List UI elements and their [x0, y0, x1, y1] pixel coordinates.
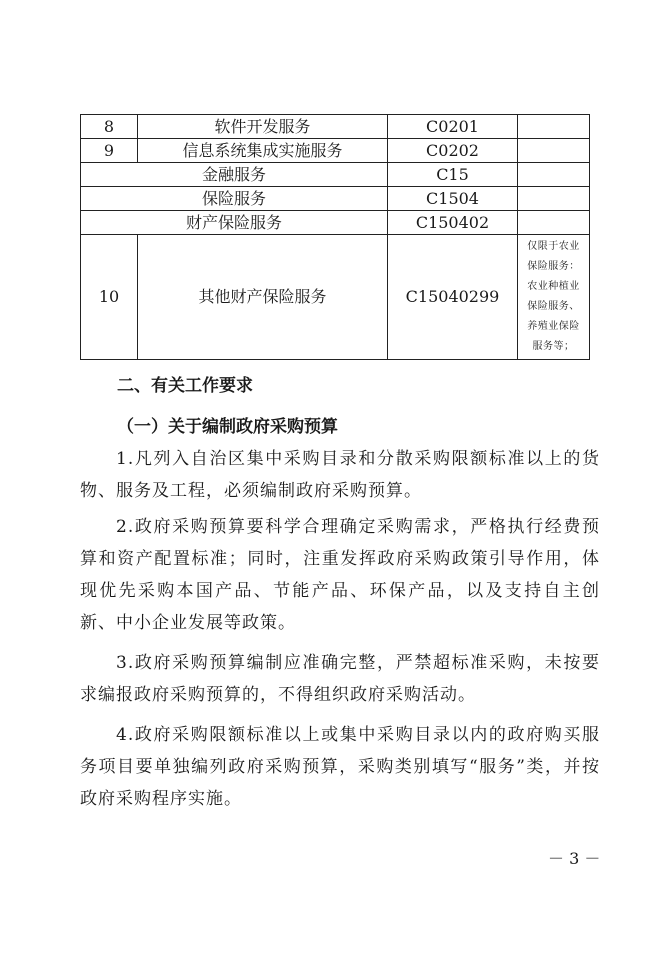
remark-cell	[518, 139, 590, 163]
procurement-catalog-table	[80, 114, 590, 360]
table-row	[81, 115, 590, 139]
table-row	[81, 187, 590, 211]
remark-cell	[518, 211, 590, 235]
page-number: － 3 －	[548, 849, 601, 868]
service-name: 信息系统集成实施服务	[138, 139, 388, 163]
catalog-code: C15	[388, 163, 518, 187]
row-number: 8	[81, 115, 138, 139]
table-row	[81, 235, 590, 360]
row-number: 10	[81, 235, 138, 360]
catalog-code: C0202	[388, 139, 518, 163]
remark-cell	[518, 187, 590, 211]
row-number: 9	[81, 139, 138, 163]
section-heading: 二、有关工作要求	[117, 376, 253, 396]
catalog-code: C150402	[388, 211, 518, 235]
category-name: 保险服务	[81, 187, 388, 211]
paragraph-4: 4.政府采购限额标准以上或集中采购目录以内的政府购买服务项目要单独编列政府采购预算，采购类别填写“服务”类，并按政府采购程序实施。	[80, 725, 600, 809]
table-row	[81, 139, 590, 163]
remark-cell	[518, 163, 590, 187]
paragraph-2: 2.政府采购预算要科学合理确定采购需求，严格执行经费预算和资产配置标准；同时，注重发挥政府采购政策引导作用，体现优先采购本国产品、节能产品、环保产品，以及支持自主创新、中小企业发展等政策。	[80, 517, 600, 633]
catalog-code: C15040299	[388, 235, 518, 360]
catalog-code: C0201	[388, 115, 518, 139]
subsection-heading: （一）关于编制政府采购预算	[117, 417, 338, 437]
paragraph-1: 1.凡列入自治区集中采购目录和分散采购限额标准以上的货物、服务及工程，必须编制政府采购预算。	[80, 449, 600, 501]
category-name: 金融服务	[81, 163, 388, 187]
remark-cell	[518, 115, 590, 139]
remark-cell: 仅限于农业保险服务：农业种植业保险服务、养殖业保险服务等；	[518, 235, 590, 360]
service-name: 软件开发服务	[138, 115, 388, 139]
paragraph-3: 3.政府采购预算编制应准确完整，严禁超标准采购，未按要求编报政府采购预算的，不得组织政府采购活动。	[80, 653, 600, 705]
table-row	[81, 163, 590, 187]
table-row	[81, 211, 590, 235]
category-name: 财产保险服务	[81, 211, 388, 235]
catalog-code: C1504	[388, 187, 518, 211]
service-name: 其他财产保险服务	[138, 235, 388, 360]
